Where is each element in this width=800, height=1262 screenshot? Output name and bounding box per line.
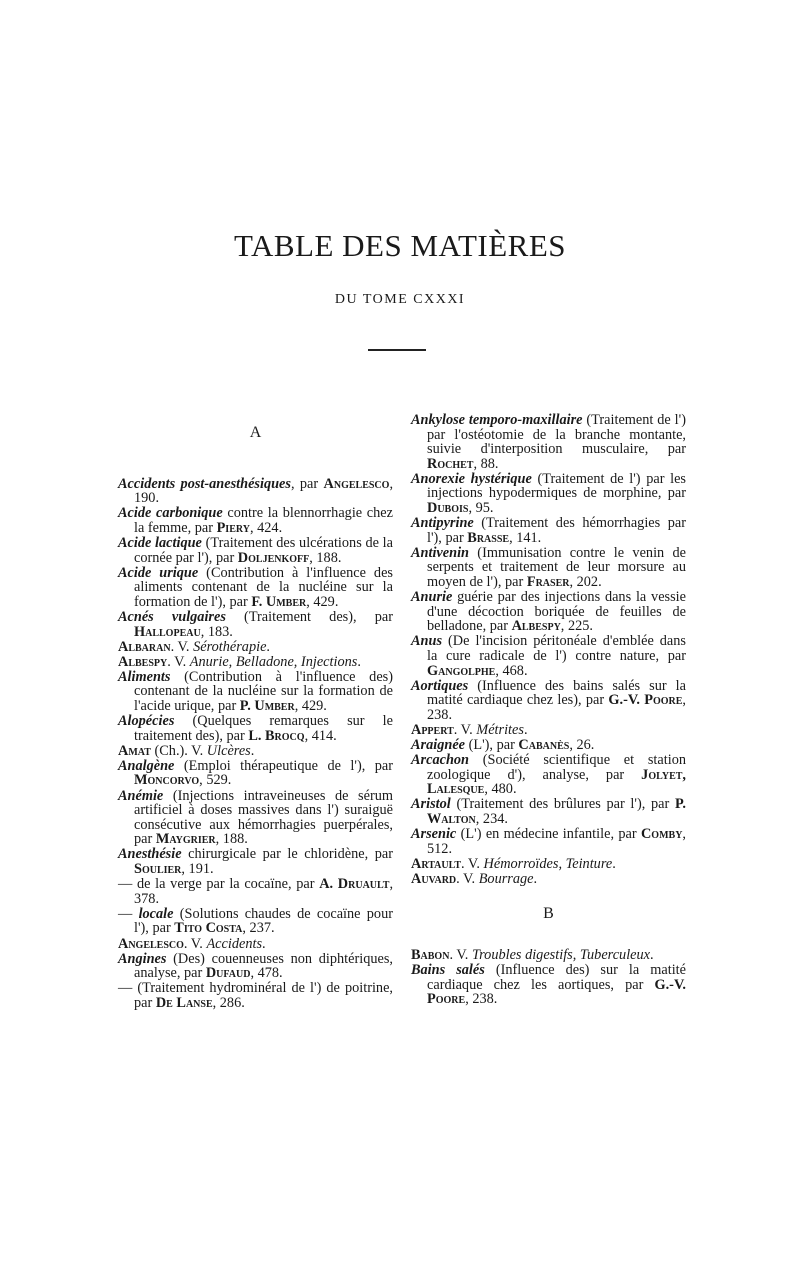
entry-headword: Amat [118, 742, 151, 759]
index-entry [411, 857, 686, 872]
entry-headword: Acide lactique [118, 534, 202, 551]
entry-see-reference: Métrites [476, 721, 524, 738]
index-entry [118, 907, 393, 936]
index-entry [411, 753, 686, 797]
entry-author: P. Umber [239, 698, 295, 714]
entry-headword: Appert [411, 721, 454, 738]
entry-author: G.-V. Poore [608, 692, 683, 709]
entry-page-number: , 478. [250, 965, 283, 982]
entry-author: Fraser [526, 574, 570, 591]
index-entry [118, 847, 393, 876]
entry-text: (Injections intraveineuses de sérum artificiel à doses massives dans l') suraiguë consécutive aux hémorrhagies puerpérales, par [134, 787, 393, 848]
entry-text: . V. [453, 721, 477, 738]
entry-subheadword: locale [138, 905, 174, 922]
entry-author: Piery [216, 519, 250, 536]
index-entry [411, 827, 686, 856]
index-entry [118, 610, 393, 639]
entry-text: (Influence des) sur la matité cardiaque chez les aortiques, par [427, 962, 686, 993]
entry-page-number: , 225. [560, 618, 593, 635]
index-entry [118, 789, 393, 847]
entry-headword: Angines [118, 950, 167, 967]
entry-list-b [411, 948, 686, 1007]
index-entry [118, 877, 393, 906]
index-entry [118, 937, 393, 952]
index-entry [118, 477, 393, 506]
index-entry [411, 590, 686, 634]
entry-headword: Accidents post-anesthésiques [118, 475, 291, 492]
entry-page-number: , 88. [473, 455, 499, 472]
entry-text: . V. [170, 638, 194, 655]
entry-author: Hallopeau [134, 623, 201, 640]
entry-page-number: , 480. [484, 781, 517, 798]
index-entry [411, 797, 686, 826]
entry-text: (Influence des bains salés sur la matité cardiaque chez les), par [427, 677, 686, 709]
entry-headword: Anémie [118, 787, 164, 804]
entry-headword: Babon [411, 947, 450, 964]
entry-headword: Analgène [118, 757, 175, 774]
entry-headword: Artault [411, 855, 461, 872]
entry-headword: Arsenic [411, 826, 457, 843]
entry-text: — [118, 905, 139, 922]
entry-headword: Antipyrine [411, 515, 474, 532]
entry-text: (Quelques remarques sur le traitement des), par [134, 713, 393, 744]
index-entry [118, 670, 393, 714]
index-entry [411, 516, 686, 545]
entry-author: Gangolphe [427, 662, 496, 679]
entry-author: G.-V. Poore [427, 976, 686, 1008]
entry-page-number: , 468. [495, 662, 528, 679]
entry-page-number: , 190. [134, 475, 394, 507]
entry-see-reference: Troubles digestifs, Tuberculeux [471, 947, 651, 964]
entry-page-number: . [266, 638, 270, 655]
entry-author: Soulier [134, 861, 182, 878]
entry-page-number: , 429. [294, 698, 327, 714]
index-entry [411, 963, 686, 1007]
entry-see-reference: Bourrage [478, 870, 534, 887]
index-entry [118, 566, 393, 610]
index-entry [118, 714, 393, 743]
entry-headword: Arcachon [411, 752, 469, 769]
page-title: TABLE DES MATIÈRES [233, 228, 567, 263]
entry-author: Brasse [467, 529, 510, 546]
entry-headword: Albaran [118, 638, 171, 655]
entry-page-number: , 414. [304, 727, 337, 744]
entry-text: — de la verge par la cocaïne, par [118, 876, 320, 893]
entry-author: Doljenkoff [237, 549, 310, 566]
entry-text: . V. [456, 870, 479, 887]
entry-page-number: , 26. [569, 737, 595, 754]
entry-headword: Aristol [411, 796, 451, 813]
entry-headword: Anus [411, 633, 443, 650]
entry-author: L. Brocq [248, 727, 305, 744]
entry-text: (Traitement de l') par l'ostéotomie de la branche montante, suivie d'interposition musculaire, par [427, 412, 686, 458]
entry-text: (Des) couenneuses non diphtériques, analyse, par [134, 950, 393, 982]
entry-author: P. Walton [427, 796, 686, 828]
entry-text: (L') en médecine infantile, par [456, 826, 641, 843]
index-entry [118, 506, 393, 535]
entry-see-reference: Sérothérapie [193, 638, 267, 655]
index-entry [118, 759, 393, 788]
entry-text: (Société scientifique et station zoologique d'), analyse, par [427, 752, 686, 783]
entry-page-number: , 237. [242, 920, 275, 937]
entry-text: contre la blennorrhagie chez la femme, par [134, 505, 393, 536]
entry-text: (De l'incision péritonéale d'emblée dans la cure radicale de l') contre nature, par [427, 633, 686, 664]
entry-text: (Emploi thérapeutique de l'), par [174, 757, 393, 774]
entry-page-number: , 512. [427, 826, 686, 857]
index-entry [411, 413, 686, 471]
entry-text: (Traitement des hémorrhagies par l'), par [427, 515, 686, 546]
entry-text: . V. [167, 653, 190, 670]
entry-page-number: . [250, 742, 255, 759]
entry-text: . V. [449, 947, 472, 964]
entry-text: (Traitement des ulcérations de la cornée par l'), par [134, 534, 393, 566]
index-entry [118, 536, 393, 565]
entry-headword: Angelesco [118, 935, 184, 952]
entry-page-number: . [523, 721, 528, 738]
entry-text: , par [290, 475, 324, 492]
entry-list-a [118, 477, 393, 1011]
entry-headword: Aliments [118, 668, 171, 685]
entry-page-number: , 529. [199, 772, 232, 789]
entry-page-number: , 202. [569, 574, 602, 591]
entry-headword: Acide carbonique [118, 505, 223, 522]
entry-author: Albespy [511, 618, 561, 635]
entry-page-number: . [262, 935, 266, 952]
title-rule [368, 349, 426, 351]
entry-page-number: , 429. [306, 593, 339, 610]
entry-list-a-continued [411, 413, 686, 887]
entry-page-number: , 238. [427, 692, 686, 723]
entry-headword: Acnés vulgaires [118, 608, 226, 625]
entry-headword: Antivenin [411, 544, 469, 561]
entry-author: Jolyet, Lalesque [427, 766, 686, 798]
index-entry [411, 472, 686, 516]
index-entry [411, 738, 686, 753]
index-entry [411, 546, 686, 590]
section-letter-a: A [249, 424, 262, 441]
entry-text: (Traitement des), par [225, 608, 393, 625]
entry-see-reference: Ulcères [206, 742, 251, 759]
entry-page-number: , 234. [475, 811, 508, 828]
index-entry [118, 981, 393, 1010]
entry-author: De Lanse [155, 994, 213, 1011]
entry-author: Maygrier [155, 831, 216, 848]
entry-author: Comby [640, 826, 683, 843]
entry-headword: Alopécies [118, 713, 175, 730]
index-entry [411, 872, 686, 887]
entry-text: — (Traitement hydrominéral de l') de poitrine, par [118, 980, 393, 1011]
entry-author: Moncorvo [134, 772, 200, 789]
page-subtitle: DU TOME CXXXI [334, 292, 466, 307]
entry-headword: Auvard [411, 870, 457, 887]
entry-page-number: . [612, 855, 616, 872]
entry-headword: Aortiques [411, 677, 469, 694]
entry-headword: Anesthésie [118, 846, 182, 863]
entry-see-reference: Accidents [206, 935, 263, 952]
index-entry [411, 679, 686, 723]
entry-headword: Acide urique [118, 564, 199, 581]
entry-text: (Solutions chaudes de cocaïne pour l'), par [134, 905, 393, 937]
entry-page-number: , 378. [134, 876, 394, 907]
entry-headword: Anurie [411, 589, 453, 606]
entry-author: F. Umber [251, 593, 307, 610]
entry-author: Cabanès [518, 737, 570, 754]
entry-page-number: . [533, 870, 538, 887]
entry-text: chirurgicale par le chloridène, par [181, 846, 393, 863]
entry-page-number: , 424. [249, 519, 283, 536]
entry-text: . V. [461, 855, 484, 872]
entry-author: A. Druault [319, 876, 390, 893]
entry-text: (Contribution à l'influence des) contenant de la nucléine sur la formation de l'acide urique, par [134, 668, 393, 714]
entry-text: . V. [183, 935, 207, 952]
index-entry [118, 640, 393, 655]
entry-page-number: . [650, 947, 654, 964]
entry-headword: Araignée [411, 737, 466, 754]
entry-see-reference: Anurie, Belladone, Injections [189, 653, 358, 670]
index-entry [411, 634, 686, 678]
entry-headword: Ankylose temporo-maxillaire [411, 412, 583, 428]
entry-page-number: , 191. [181, 861, 214, 878]
entry-page-number: , 141. [509, 529, 542, 546]
entry-text: (L'), par [465, 737, 519, 754]
entry-text: guérie par des injections dans la vessie d'une décoction boriquée de feuilles de belladone, par [427, 589, 686, 635]
entry-author: Dubois [427, 500, 469, 517]
index-entry [411, 723, 686, 738]
entry-text: (Contribution à l'influence des aliments contenant de la nucléine sur la formation de l'), par [134, 564, 393, 610]
entry-headword: Anorexie hystérique [411, 470, 532, 487]
entry-headword: Albespy [118, 653, 168, 670]
entry-page-number: , 95. [468, 500, 494, 517]
entry-page-number: , 188. [309, 549, 342, 566]
entry-text: (Traitement des brûlures par l'), par [450, 796, 675, 813]
left-column [118, 418, 393, 1011]
right-column [411, 413, 686, 1007]
index-entry [118, 655, 393, 670]
index-entry [118, 952, 393, 981]
section-letter-b: B [543, 904, 554, 922]
entry-text: (Traitement de l') par les injections hypodermiques de morphine, par [427, 470, 686, 502]
entry-author: Dufaud [205, 965, 251, 982]
entry-author: Angelesco [323, 475, 390, 492]
entry-page-number: . [357, 653, 361, 670]
entry-page-number: , 188. [215, 831, 248, 848]
entry-page-number: , 238. [465, 991, 498, 1008]
entry-page-number: , 183. [200, 623, 233, 640]
entry-page-number: , 286. [212, 994, 245, 1011]
index-entry [411, 948, 686, 963]
entry-text: (Ch.). V. [150, 742, 207, 759]
index-entry [118, 744, 393, 759]
entry-see-reference: Hémorroïdes, Teinture [483, 855, 613, 872]
entry-text: (Immunisation contre le venin de serpents et traitement de leur morsure au moyen de l'), par [427, 544, 686, 591]
entry-author: Rochet [427, 455, 474, 472]
entry-author: Tito Costa [174, 920, 243, 937]
entry-headword: Bains salés [411, 962, 485, 979]
